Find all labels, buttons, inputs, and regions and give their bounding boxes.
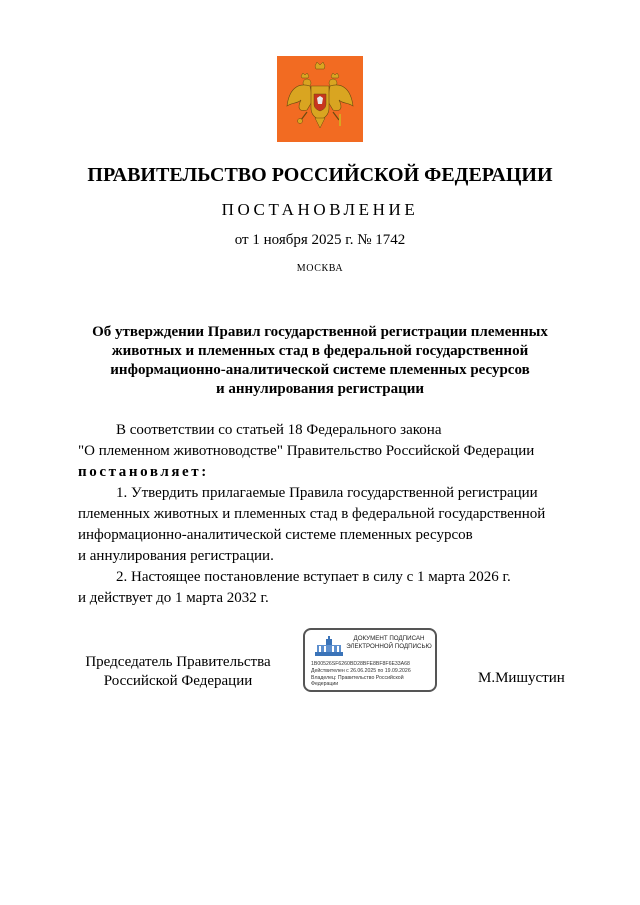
signer-position-line: Российской Федерации (103, 673, 253, 689)
stamp-owner: Федерации (311, 681, 339, 687)
document-city: МОСКВА (296, 263, 344, 274)
stamp-header-line: ДОКУМЕНТ ПОДПИСАН (353, 635, 425, 642)
paragraph-3-line: 2. Настоящее постановление вступает в силу с 1 марта 2026 г. (116, 569, 511, 585)
paragraph-1-line: В соответствии со статьей 18 Федерального закона (116, 422, 442, 438)
signer-position-line: Председатель Правительства (85, 654, 271, 670)
heading-line: и аннулирования регистрации (215, 381, 424, 397)
paragraph-2-line: информационно-аналитической системе племенных ресурсов (78, 527, 473, 543)
paragraph-2-line: и аннулирования регистрации. (78, 548, 274, 564)
double-headed-eagle-icon (277, 56, 363, 142)
document-body (78, 420, 564, 609)
signer-position (78, 653, 278, 691)
government-building-icon (313, 636, 345, 658)
electronic-signature-stamp (303, 628, 437, 692)
stamp-certificate-serial: 1B00526SF6260BD28BFE8BF8F6E33A68 (311, 661, 410, 667)
paragraph-2-line: племенных животных и племенных стад в федеральной государственной (78, 506, 546, 522)
document-type: ПОСТАНОВЛЕНИЕ (221, 200, 419, 219)
stamp-validity: Действителен с 26.06.2025 по 19.09.2026 (311, 668, 411, 674)
paragraph-3-line: и действует до 1 марта 2032 г. (78, 590, 269, 606)
signer-name: М.Мишустин (478, 670, 565, 686)
document-date-number: от 1 ноября 2025 г. № 1742 (234, 232, 406, 248)
heading-line: Об утверждении Правил государственной регистрации племенных (92, 324, 548, 340)
stamp-header (345, 635, 433, 650)
paragraph-2-line: 1. Утвердить прилагаемые Правила государственной регистрации (116, 485, 538, 501)
stamp-owner: Владелец: Правительство Российской (311, 675, 404, 681)
heading-line: информационно-аналитической системе племенных ресурсов (110, 362, 530, 378)
document-heading (60, 323, 580, 399)
decree-word: постановляет: (78, 464, 209, 480)
heading-line: животных и племенных стад в федеральной государственной (111, 343, 529, 359)
coat-of-arms-emblem (277, 56, 363, 142)
paragraph-1-line: "О племенном животноводстве" Правительство Российской Федерации (78, 443, 535, 459)
government-title: ПРАВИТЕЛЬСТВО РОССИЙСКОЙ ФЕДЕРАЦИИ (87, 164, 553, 186)
stamp-header-line: ЭЛЕКТРОННОЙ ПОДПИСЬЮ (346, 642, 432, 650)
